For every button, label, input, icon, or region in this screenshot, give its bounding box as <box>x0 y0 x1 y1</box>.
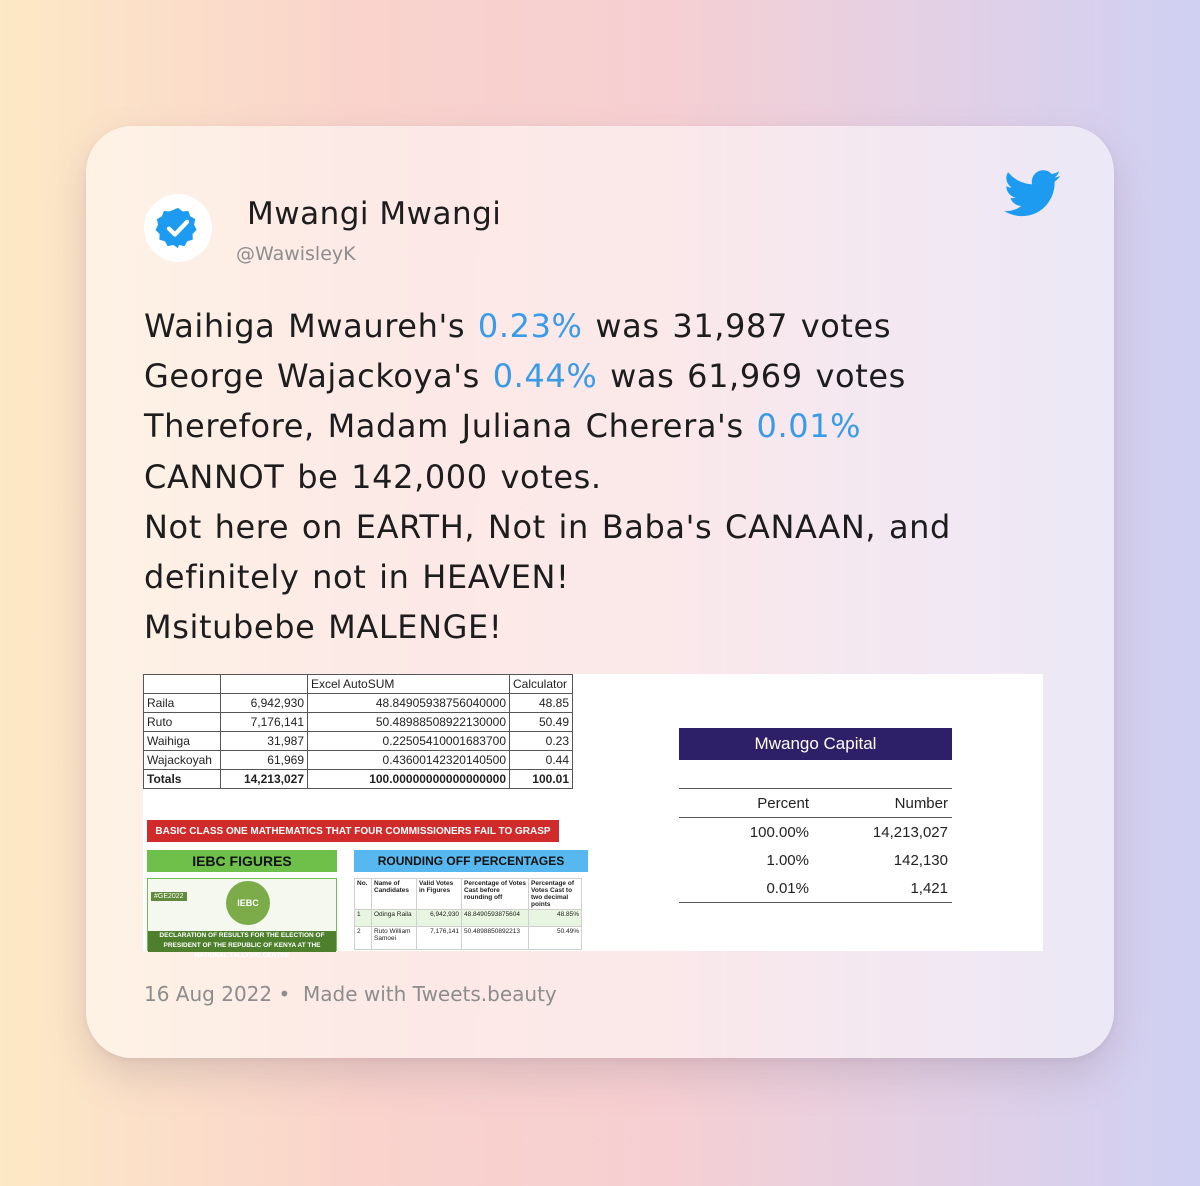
tweet-text <box>144 301 1044 652</box>
table-cell: Waihiga <box>144 732 221 751</box>
table-row <box>355 910 582 927</box>
footer-separator: • <box>278 982 291 1006</box>
table-cell: 14,213,027 <box>221 770 308 789</box>
table-header-cell: Percentage of Votes Cast before rounding off <box>462 879 529 910</box>
table-cell: 48.85 <box>510 694 573 713</box>
table-row <box>144 694 573 713</box>
table-row <box>679 818 952 847</box>
iebc-figures-heading: IEBC FIGURES <box>147 850 337 872</box>
table-header-cell: No. <box>355 879 372 910</box>
mwango-capital-title: Mwango Capital <box>679 728 952 760</box>
table-header-cell <box>144 675 221 694</box>
table-row <box>679 874 952 903</box>
table-cell: Totals <box>144 770 221 789</box>
table-cell: 6,942,930 <box>221 694 308 713</box>
table-cell: 50.48988508922130000 <box>308 713 510 732</box>
table-header-cell: Number <box>813 789 952 818</box>
table-header-cell: Calculator <box>510 675 573 694</box>
tweet-text-segment: Waihiga Mwaureh's <box>144 307 478 345</box>
table-header-cell: Name of Candidates <box>372 879 417 910</box>
tweet-text-segment: was 61,969 votes <box>597 357 906 396</box>
table-cell: Raila <box>144 694 221 713</box>
table-cell: 61,969 <box>221 751 308 770</box>
table-cell: 6,942,930 <box>417 910 462 927</box>
table-cell: 50.49% <box>529 927 582 950</box>
table-cell: 48.85% <box>529 910 582 927</box>
highlighted-percentage: 0.44% <box>492 357 598 396</box>
table-row <box>144 732 573 751</box>
declaration-text: DECLARATION OF RESULTS FOR THE ELECTION OF PRESIDENT OF THE REPUBLIC OF KENYA AT THE NATIONAL TALLYING CENTRE <box>148 931 336 952</box>
table-cell: 2 <box>355 927 372 950</box>
verified-badge-icon <box>155 205 201 251</box>
table-cell: 50.4898850892213 <box>462 927 529 950</box>
tweet-line <box>144 401 1044 451</box>
table-cell: 7,176,141 <box>221 713 308 732</box>
table-header-cell: Valid Votes in Figures <box>417 879 462 910</box>
tweet-line <box>144 301 1044 351</box>
table-cell: 31,987 <box>221 732 308 751</box>
table-header-row <box>355 879 582 910</box>
tweet-line: definitely not in HEAVEN! <box>144 558 570 597</box>
table-cell: 0.01% <box>679 874 813 903</box>
author-name[interactable]: Mwangi Mwangi <box>247 196 502 232</box>
iebc-logo: IEBC <box>226 881 270 925</box>
table-cell: 0.43600142320140500 <box>308 751 510 770</box>
tweet-text-segment: was 31,987 votes <box>582 307 892 345</box>
twitter-bird-icon <box>1004 170 1062 218</box>
made-with-link[interactable]: Made with Tweets.beauty <box>303 982 557 1006</box>
table-cell: 100.01 <box>510 770 573 789</box>
table-row <box>679 846 952 874</box>
table-header-row <box>679 789 952 818</box>
excel-table <box>143 674 573 789</box>
table-cell: 48.84905938756040000 <box>308 694 510 713</box>
table-row <box>144 713 573 732</box>
highlighted-percentage: 0.01% <box>756 407 862 446</box>
tweet-line: Msitubebe MALENGE! <box>144 608 503 647</box>
tweet-line: Not here on EARTH, Not in Baba's CANAAN, and <box>144 507 951 546</box>
table-header-cell: Percentage of Votes Cast to two decimal points <box>529 879 582 910</box>
rounding-heading: ROUNDING OFF PERCENTAGES <box>354 850 588 872</box>
table-cell: 0.22505410001683700 <box>308 732 510 751</box>
table-cell: 7,176,141 <box>417 927 462 950</box>
table-cell: 1.00% <box>766 851 809 869</box>
author-handle[interactable]: @WawisleyK <box>236 243 356 265</box>
table-header-cell: Percent <box>679 789 813 818</box>
avatar[interactable] <box>144 194 212 262</box>
hashtag-badge: #GE2022 <box>151 892 187 901</box>
table-cell: 14,213,027 <box>872 823 948 841</box>
table-totals-row <box>144 770 573 789</box>
tweet-text-segment: Therefore, Madam Juliana Cherera's <box>144 407 757 446</box>
tweet-media-image[interactable] <box>143 674 1043 959</box>
highlighted-percentage: 0.23% <box>477 307 583 345</box>
tweet-text-segment: George Wajackoya's <box>144 357 493 396</box>
table-cell: Ruto William Samoei <box>372 927 417 950</box>
table-row <box>355 927 582 950</box>
mwango-capital-table <box>679 788 952 903</box>
table-cell: Ruto <box>144 713 221 732</box>
table-row <box>144 751 573 770</box>
table-cell: 142,130 <box>893 851 948 869</box>
tweet-footer <box>144 982 557 1006</box>
table-cell: 1 <box>355 910 372 927</box>
table-cell: Odinga Raila <box>372 910 417 927</box>
table-cell: 0.44 <box>510 751 573 770</box>
table-cell: 0.23 <box>510 732 573 751</box>
rounding-table <box>354 878 582 950</box>
table-cell: 50.49 <box>510 713 573 732</box>
iebc-document <box>147 878 337 959</box>
table-cell: 100.00000000000000000 <box>308 770 510 789</box>
table-header-cell: Excel AutoSUM <box>308 675 510 694</box>
table-cell: 1,421 <box>813 874 952 903</box>
table-cell: Wajackoyah <box>144 751 221 770</box>
tweet-line: CANNOT be 142,000 votes. <box>144 457 602 496</box>
math-banner: BASIC CLASS ONE MATHEMATICS THAT FOUR COMMISSIONERS FAIL TO GRASP <box>147 820 559 842</box>
tweet-date[interactable]: 16 Aug 2022 <box>144 982 273 1006</box>
tweet-line <box>144 351 1044 401</box>
table-cell: 100.00% <box>749 823 809 841</box>
table-header-row <box>144 675 573 694</box>
table-cell: 48.8490593875604 <box>462 910 529 927</box>
table-header-cell <box>221 675 308 694</box>
